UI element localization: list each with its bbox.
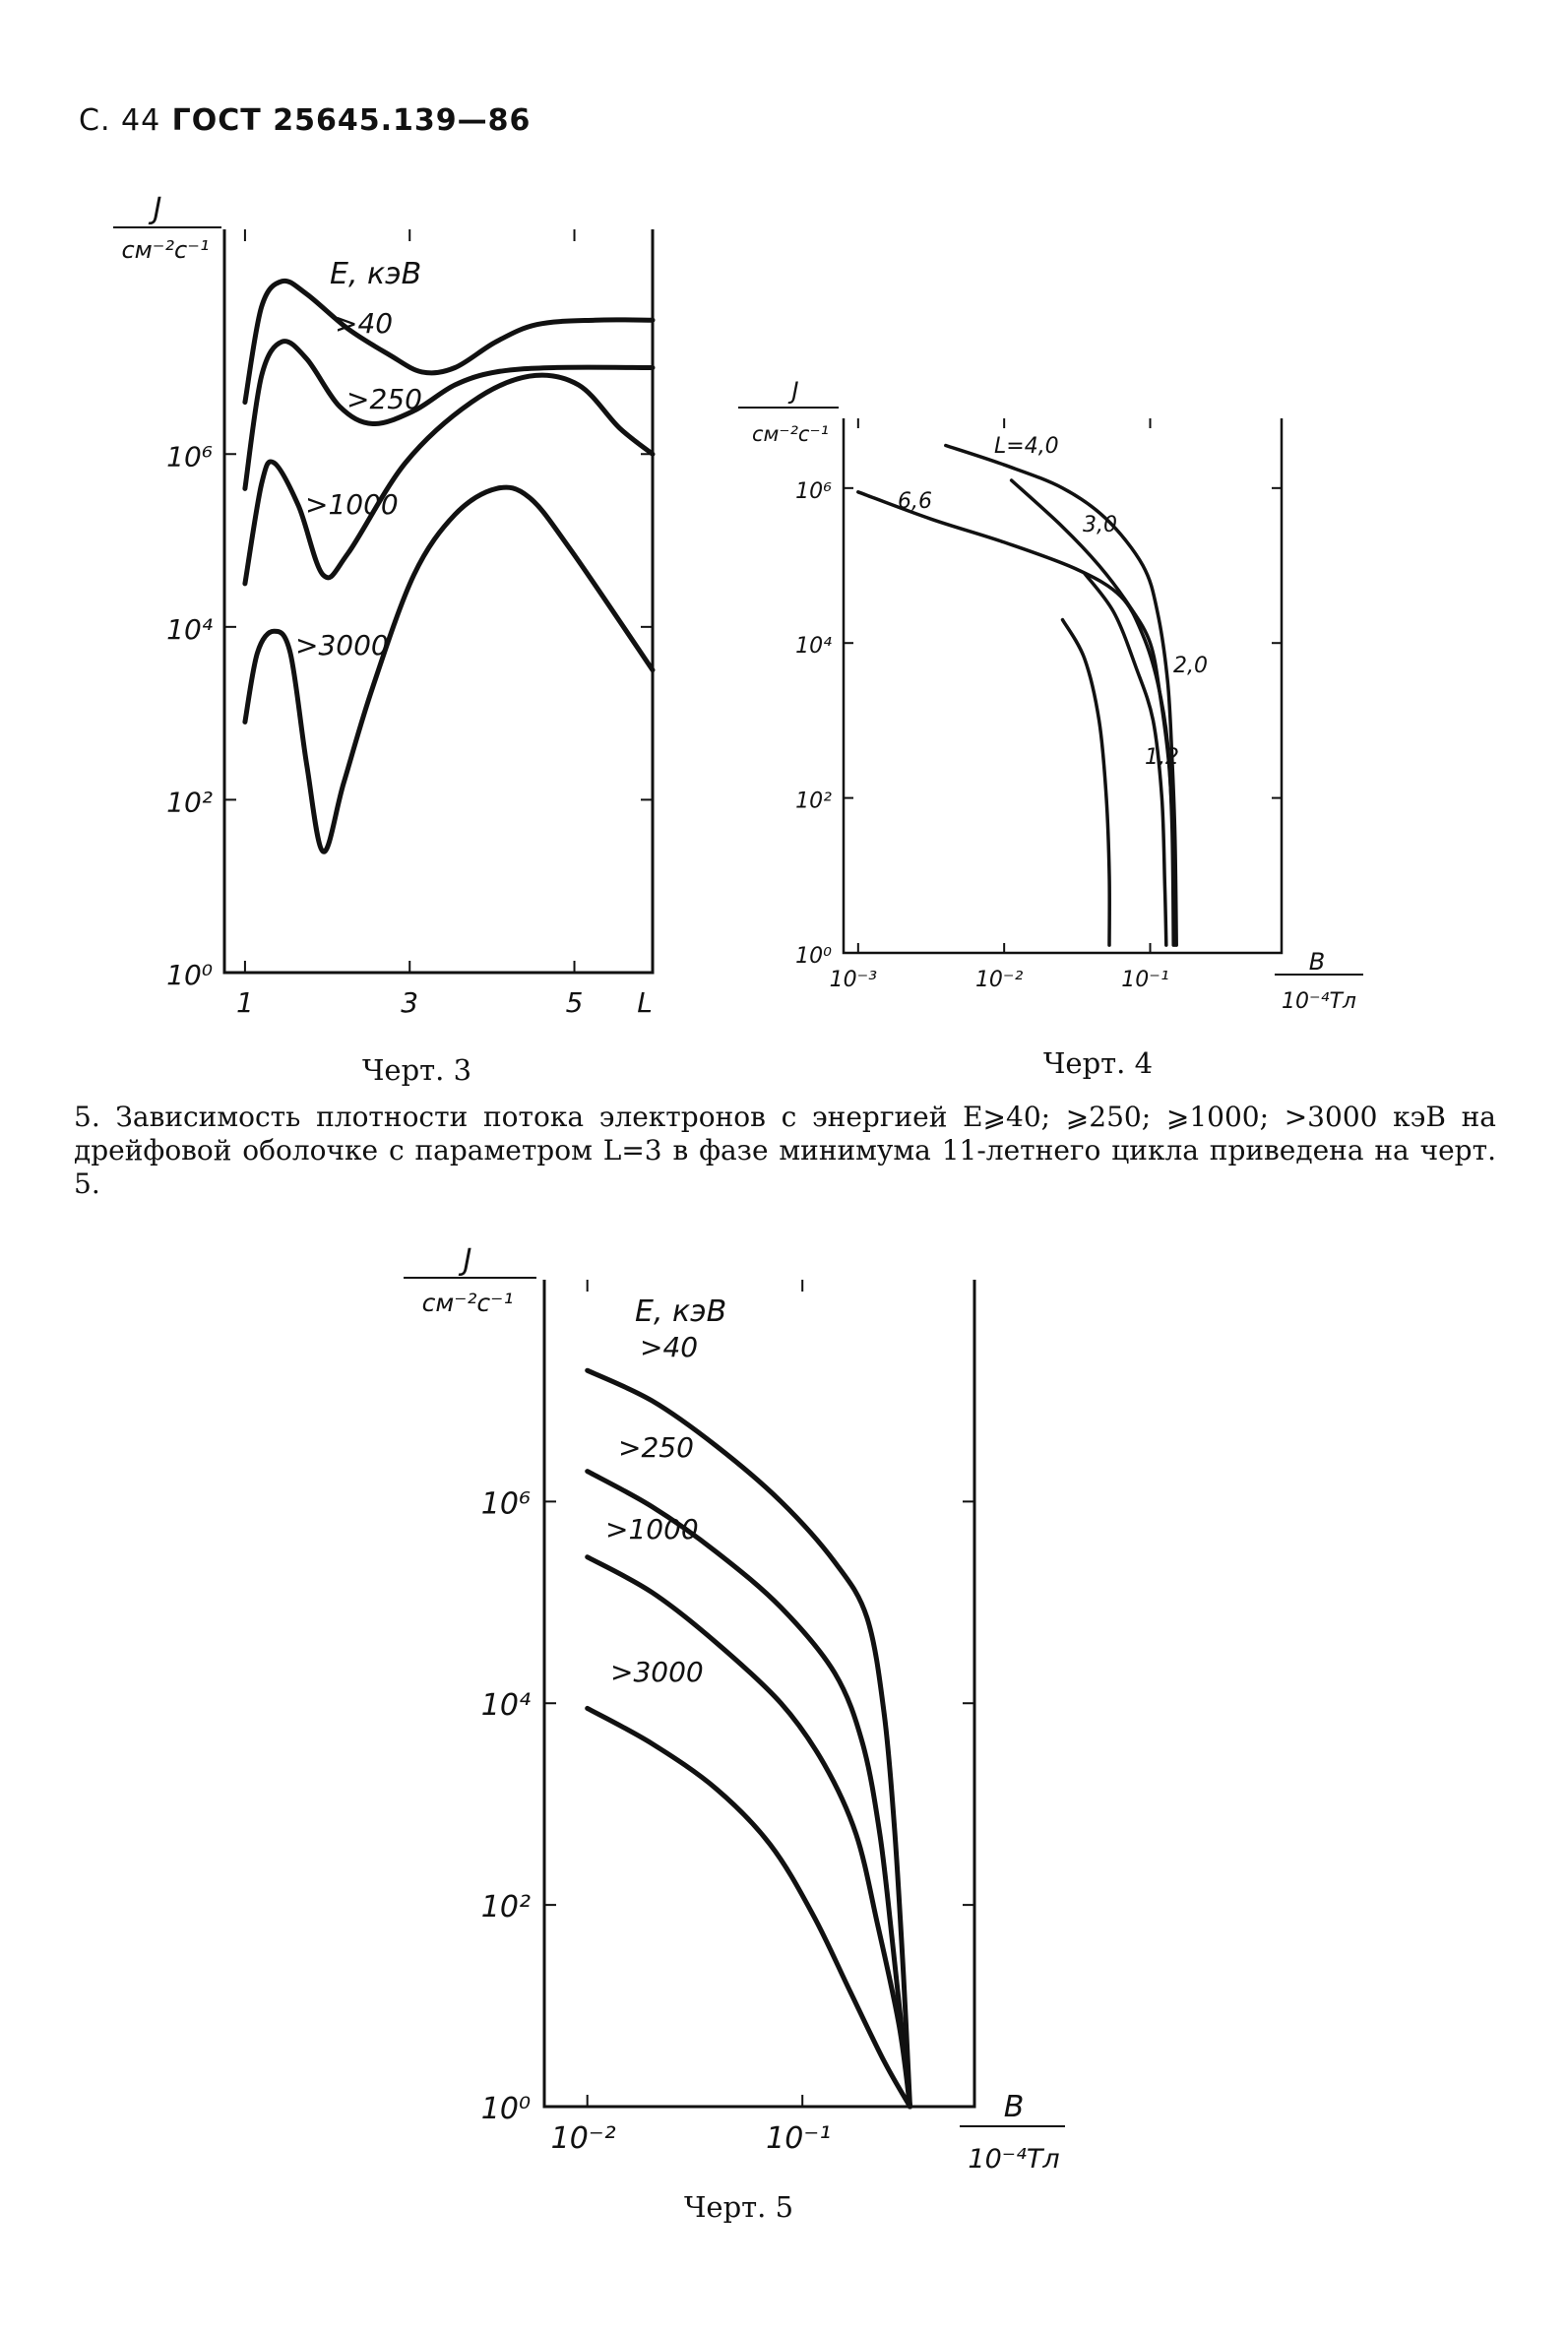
chart-3-ytick-label: 10⁴ bbox=[166, 612, 213, 646]
chart-5-series-label: >3000 bbox=[610, 1656, 704, 1688]
chart-5-ytick-label: 10⁰ bbox=[480, 2092, 531, 2126]
chart-4-series-line bbox=[1063, 620, 1110, 946]
chart-4-caption: Черт. 4 bbox=[1043, 1046, 1154, 1080]
chart-4-ytick-label: 10⁶ bbox=[795, 478, 832, 504]
chart-5-series-label: >250 bbox=[618, 1431, 694, 1464]
chart-5-ytick-label: 10² bbox=[480, 1890, 531, 1925]
chart-3-series-label: >3000 bbox=[295, 629, 389, 662]
chart-4-series-label: 1,2 bbox=[1145, 745, 1179, 770]
chart-4-ytick-label: 10⁰ bbox=[795, 944, 832, 969]
chart-5 bbox=[0, 1211, 1568, 2195]
page-number: С. 44 bbox=[79, 103, 161, 138]
chart-3-ylabel-bottom: см⁻²с⁻¹ bbox=[121, 236, 210, 264]
chart-3-legend-title: E, кэВ bbox=[330, 257, 422, 291]
chart-4-series-label: L=4,0 bbox=[994, 434, 1059, 459]
chart-3-ylabel-top: J bbox=[153, 192, 162, 226]
chart-5-legend-title: E, кэВ bbox=[635, 1294, 727, 1329]
chart-5-ylabel-bottom: см⁻²с⁻¹ bbox=[421, 1289, 514, 1317]
chart-3-ytick-label: 10² bbox=[166, 786, 213, 819]
chart-4-series-label: 2,0 bbox=[1173, 654, 1208, 678]
standard-code: ГОСТ 25645.139—86 bbox=[171, 103, 532, 138]
chart-3-caption: Черт. 3 bbox=[362, 1053, 472, 1087]
chart-4-xtick-label: 10⁻² bbox=[974, 968, 1024, 992]
chart-5-series-line bbox=[588, 1557, 910, 2107]
chart-5-frame bbox=[544, 1280, 974, 2107]
chart-5-xlabel-top: B bbox=[1003, 2090, 1025, 2124]
chart-3-series-label: >250 bbox=[346, 383, 422, 415]
chart-4 bbox=[0, 0, 1568, 1083]
chart-5-xtick-label: 10⁻¹ bbox=[766, 2121, 832, 2156]
chart-5-ytick-label: 10⁴ bbox=[480, 1688, 531, 1724]
chart-5-ytick-label: 10⁶ bbox=[480, 1486, 531, 1522]
chart-5-xtick-label: 10⁻² bbox=[550, 2121, 616, 2156]
chart-4-ylabel-bottom: см⁻²с⁻¹ bbox=[752, 422, 829, 446]
chart-3-xlabel: L bbox=[637, 986, 653, 1019]
chart-4-ytick-label: 10⁴ bbox=[795, 634, 832, 660]
chart-3-ytick-label: 10⁰ bbox=[166, 959, 213, 991]
chart-4-series-line bbox=[858, 492, 1173, 945]
chart-4-xtick-label: 10⁻¹ bbox=[1121, 968, 1169, 992]
chart-5-series-label: >1000 bbox=[605, 1513, 699, 1545]
chart-4-xlabel-top: B bbox=[1308, 948, 1326, 976]
chart-4-series-label: 6,6 bbox=[898, 489, 932, 514]
chart-5-caption: Черт. 5 bbox=[684, 2190, 794, 2224]
chart-4-ylabel-top: J bbox=[791, 377, 799, 405]
chart-4-series-line bbox=[946, 446, 1176, 946]
chart-3-ytick-label: 10⁶ bbox=[166, 440, 213, 473]
chart-3-xtick-label: 3 bbox=[401, 986, 419, 1019]
chart-5-series-line bbox=[588, 1708, 910, 2107]
chart-5-ylabel-top: J bbox=[463, 1243, 472, 1278]
chart-5-xlabel-bottom: 10⁻⁴Тл bbox=[968, 2144, 1060, 2175]
chart-4-series-label: 3,0 bbox=[1083, 513, 1117, 537]
chart-5-series-label: >40 bbox=[640, 1331, 699, 1363]
chart-3-xtick-label: 5 bbox=[565, 986, 584, 1019]
chart-3-xtick-label: 1 bbox=[235, 986, 254, 1019]
chart-4-xlabel-bottom: 10⁻⁴Тл bbox=[1282, 989, 1356, 1014]
chart-3-series-label: >40 bbox=[335, 307, 394, 340]
chart-4-ytick-label: 10² bbox=[795, 789, 832, 814]
chart-4-xtick-label: 10⁻³ bbox=[829, 968, 878, 992]
chart-3-series-label: >1000 bbox=[305, 488, 399, 521]
body-paragraph: 5. Зависимость плотности потока электронов с энергией E⩾40; ⩾250; ⩾1000; >3000 кэВ на дрейфовой оболочке с параметром L=3 в фазе минимума 11-летнего цикла приведена на черт. 5. bbox=[74, 1101, 1496, 1200]
